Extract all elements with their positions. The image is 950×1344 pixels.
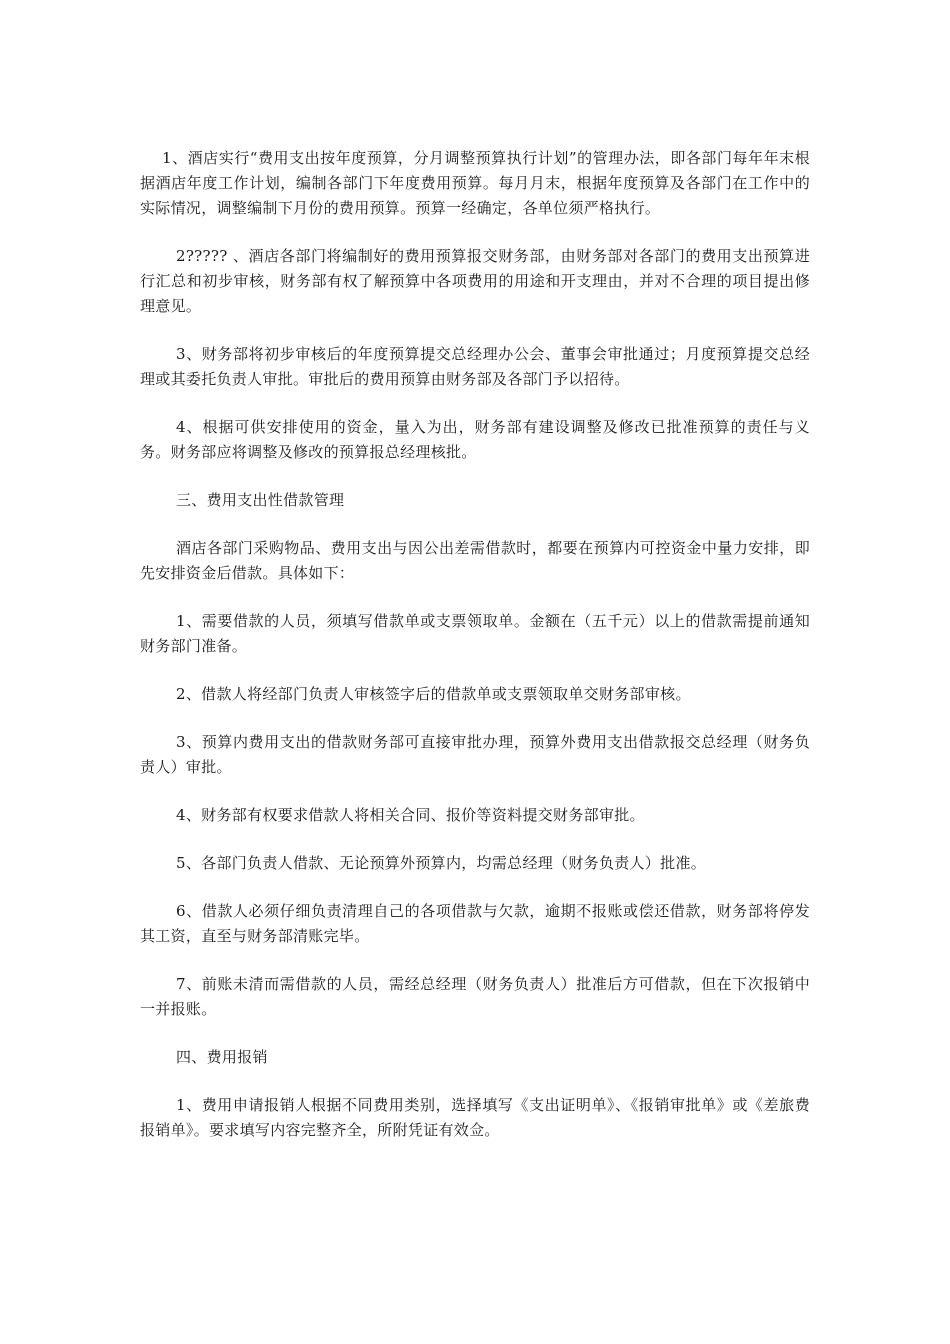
section-heading-loans: 三、费用支出性借款管理: [176, 491, 345, 509]
paragraph-loan-item-3: 3、预算内费用支出的借款财务部可直接审批办理，预算外费用支出借款报交总经理（财务负责人）审批。: [140, 733, 810, 776]
paragraph-reimbursement-item-1: 1、费用申请报销人根据不同费用类别，选择填写《支出证明单》、《报销审批单》或《差旅费报销单》。要求填写内容完整齐全，所附凭证有效佥。: [140, 1096, 810, 1139]
document-body: [140, 146, 810, 1166]
paragraph-loan-item-1: 1、需要借款的人员，须填写借款单或支票领取单。金额在（五千元）以上的借款需提前通知财务部门准备。: [140, 612, 810, 655]
section-heading-reimbursement: 四、费用报销: [176, 1048, 268, 1066]
paragraph-loan-intro: 酒店各部门采购物品、费用支出与因公出差需借款时，都要在预算内可控资金中量力安排，即先安排资金后借款。具体如下：: [140, 539, 810, 582]
paragraph-budget-submission: 2????? 、酒店各部门将编制好的费用预算报交财务部，由财务部对各部门的费用支出预算进行汇总和初步审核，财务部有权了解预算中各项费用的用途和开支理由，并对不合理的项目提出修理意见。: [140, 247, 810, 315]
paragraph-loan-item-4: 4、财务部有权要求借款人将相关合同、报价等资料提交财务部审批。: [176, 806, 645, 824]
paragraph-loan-item-2: 2、借款人将经部门负责人审核签字后的借款单或支票领取单交财务部审核。: [176, 685, 691, 703]
paragraph-budget-method: 1、酒店实行“费用支出按年度预算，分月调整预算执行计划”的管理办法，即各部门每年年末根据酒店年度工作计划，编制各部门下年度费用预算。每月月末，根据年度预算及各部门在工作中的实际情况，调整编制下月份的费用预算。预算一经确定，各单位须严格执行。: [140, 149, 810, 217]
paragraph-budget-approval: 3、财务部将初步审核后的年度预算提交总经理办公会、董事会审批通过；月度预算提交总经理或其委托负责人审批。审批后的费用预算由财务部及各部门予以招待。: [140, 345, 810, 388]
paragraph-loan-item-7: 7、前账未清而需借款的人员，需经总经理（财务负责人）批准后方可借款，但在下次报销中一并报账。: [140, 975, 810, 1018]
paragraph-loan-item-5: 5、各部门负责人借款、无论预算外预算内，均需总经理（财务负责人）批准。: [176, 854, 707, 872]
paragraph-loan-item-6: 6、借款人必须仔细负责清理自己的各项借款与欠款，逾期不报账或偿还借款，财务部将停发其工资，直至与财务部清账完毕。: [140, 902, 810, 945]
paragraph-budget-adjustment: 4、根据可供安排使用的资金，量入为出，财务部有建设调整及修改已批准预算的责任与义务。财务部应将调整及修改的预算报总经理核批。: [140, 418, 810, 461]
